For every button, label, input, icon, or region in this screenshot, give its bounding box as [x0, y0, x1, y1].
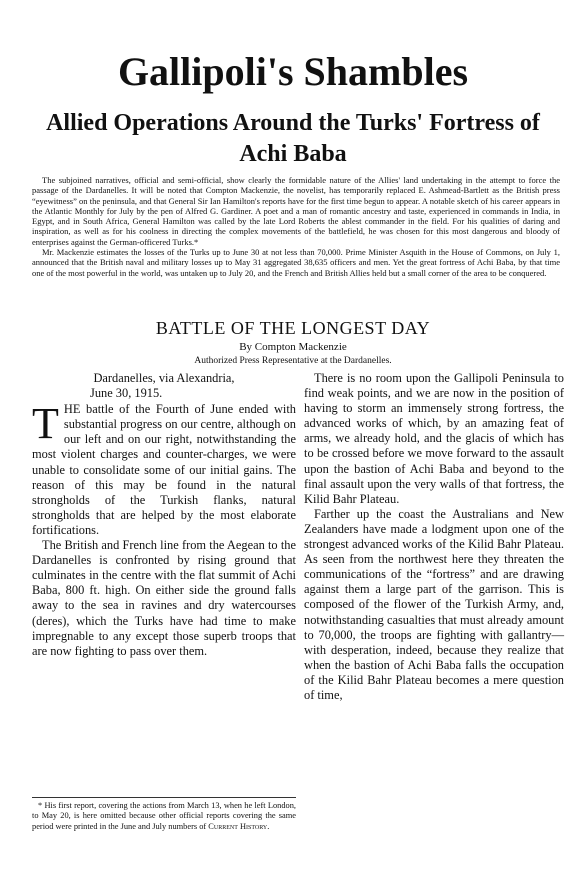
- footnote-body: * His first report, covering the actions from March 13, when he left London, to May 20, is here omitted because other official reports covering the same period were printed in the June and July numbers of: [32, 801, 296, 831]
- intro-paragraph-2: Mr. Mackenzie estimates the losses of the Turks up to June 30 at not less than 70,000. Prime Minister Asquith in the House of Commons, on July 1, announced that the British naval and military losses up to May 31 aggregated 38,635 officers and men. Yet the great fortress of Achi Baba, by that time one of the most powerful in the world, was untaken up to July 20, and the French and British Allies held but a small corner of the area to be conquered.: [32, 247, 560, 278]
- dateline-place: Dardanelles, via Alexandria,: [93, 371, 235, 385]
- article-title: Gallipoli's Shambles: [117, 49, 469, 94]
- footnote: [32, 797, 296, 832]
- intro-paragraph-1: The subjoined narratives, official and semi-official, show clearly the formidable nature of the Allies' land undertaking in the attempt to force the passage of the Dardanelles. It will be noted that Compton Mackenzie, the novelist, has temporarily replaced E. Ashmead-Bartlett as the British press “eyewitness” on the peninsula, and that General Sir Ian Hamilton's reports have for the first time begun to appear. A notable sketch of his career appears in the Atlantic Monthly for July by the pen of Alfred G. Gardiner. A poet and a man of romantic ancestry and taste, experienced in commands in India, in Egypt, and in South Africa, General Hamilton was called by the late Lord Roberts the ablest commander in the field. For his qualities of daring and inspiration, as well as for his coolness in directing the complex movements of the battlefield, he was chosen for this most dangerous and bloody of enterprises against the German-officered Turks.*: [32, 175, 560, 247]
- section-title: BATTLE OF THE LONGEST DAY: [155, 318, 431, 338]
- article-subtitle: Allied Operations Around the Turks' Fortress of Achi Baba: [46, 110, 540, 167]
- editorial-introduction: [32, 175, 560, 278]
- author-credential: Authorized Press Representative at the Dardanelles.: [194, 356, 392, 366]
- left-paragraph-1-text: HE battle of the Fourth of June ended with substantial progress on our centre, although on our left and on our right, notwithstanding the most violent charges and counter-charges, we were unable to consolidate some of our initial gains. The reason of this may be found in the natural strongholds of the Turkish flanks, natural strongholds that are helped by the most elaborate fortifications.: [32, 402, 296, 537]
- right-paragraph-1: There is no room upon the Gallipoli Peninsula to find weak points, and we are now in the position of having to storm an immensely strong fortress, the advanced works of which, by an amazing feat of arms, we already hold, and the glacis of which has to be crossed before we move forward to the assault upon the bastion of Achi Baba and beyond to the final assault upon the very walls of that fortress, the Kilid Bahr Plateau.: [304, 371, 564, 506]
- dateline-date: June 30, 1915.: [90, 386, 163, 401]
- left-column: [32, 371, 296, 659]
- left-paragraph-2: The British and French line from the Aegean to the Dardanelles is confronted by rising ground that culminates in the centre with the flat summit of Achi Baba, 800 ft. high. On either side the ground falls away to the sea in ravines and dry watercourses (deres), which the Turks have had time to make impregnable to any except those superb troops that are now fighting to pass over them.: [32, 538, 296, 658]
- right-paragraph-2: Farther up the coast the Australians and New Zealanders have made a lodgment upon one of the strongest advanced works of the Kilid Bahr Plateau. As seen from the northwest here they threaten the communications of the “fortress” and are drawing against them a large part of the garrison. This is composed of the flower of the Turkish Army, and, notwithstanding casualties that must already amount to 70,000, the troops are fighting with gallantry—with desperation, indeed, because they realize that when the bastion of Achi Baba falls the occupation of the Kilid Bahr Plateau becomes a mere question of time,: [304, 506, 564, 702]
- left-paragraph-1: [32, 399, 296, 538]
- footnote-text: [32, 801, 296, 832]
- drop-cap: T: [32, 399, 59, 449]
- byline: By Compton Mackenzie: [239, 341, 347, 353]
- right-column: [304, 371, 564, 703]
- footnote-magazine: Current History.: [208, 821, 270, 831]
